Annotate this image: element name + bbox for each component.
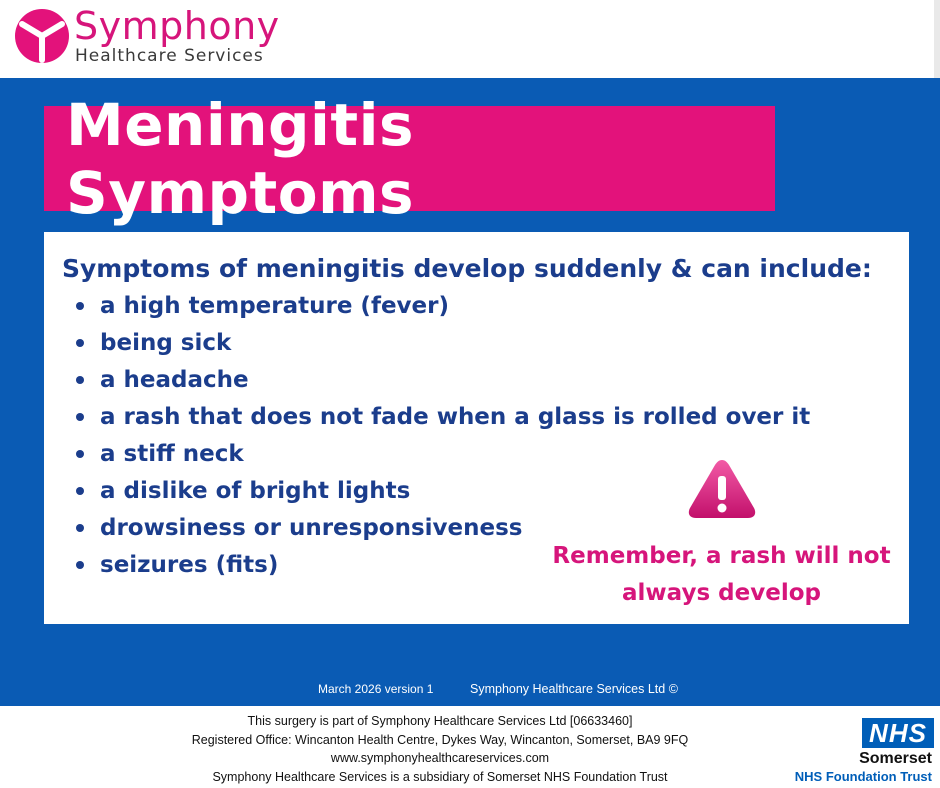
intro-text: Symptoms of meningitis develop suddenly & can include:: [62, 254, 872, 283]
symphony-logo-icon: [14, 8, 70, 64]
page-footer: [0, 706, 940, 788]
bullet-icon: [76, 524, 84, 532]
symptom-text: being sick: [100, 330, 232, 356]
page-title: Meningitis Symptoms: [66, 90, 415, 227]
list-item: [72, 401, 810, 438]
copyright-label: Symphony Healthcare Services Ltd ©: [470, 682, 678, 696]
bullet-icon: [76, 413, 84, 421]
symptom-text: a headache: [100, 367, 249, 393]
version-label: March 2026 version 1: [318, 682, 434, 696]
list-item: [72, 290, 810, 327]
nhs-trust-name: NHS Foundation Trust: [794, 769, 932, 784]
list-item: [72, 364, 810, 401]
symptom-text: a rash that does not fade when a glass is rolled over it: [100, 404, 811, 430]
footer-line-address: Registered Office: Wincanton Health Centre, Dykes Way, Wincanton, Somerset, BA9 9FQ: [191, 732, 689, 747]
bullet-icon: [76, 450, 84, 458]
brand-subtitle: Healthcare Services: [75, 46, 264, 66]
rash-reminder: [534, 538, 909, 612]
symptoms-card: [44, 232, 909, 624]
footer-text: [130, 712, 750, 786]
list-item: [72, 327, 810, 364]
edge-strip: [934, 0, 940, 78]
footer-line-website: www.symphonyhealthcareservices.com: [330, 751, 550, 765]
brand-name: Symphony: [74, 4, 280, 48]
nhs-org-name: Somerset: [859, 750, 932, 767]
symptom-text: a dislike of bright lights: [100, 478, 411, 504]
bullet-icon: [76, 376, 84, 384]
bullet-icon: [76, 487, 84, 495]
bullet-icon: [76, 302, 84, 310]
site-header: [0, 0, 940, 78]
bullet-icon: [76, 339, 84, 347]
reminder-line-1: Remember, a rash will not: [552, 543, 891, 569]
warning-triangle-icon: [686, 456, 758, 522]
symptom-text: seizures (fits): [100, 552, 279, 578]
symptom-text: drowsiness or unresponsiveness: [100, 515, 523, 541]
reminder-line-2: always develop: [622, 580, 821, 606]
symptom-text: a stiff neck: [100, 441, 244, 467]
title-banner: [44, 90, 775, 227]
nhs-logo-icon: NHS: [862, 718, 934, 748]
footer-line-subsidiary: Symphony Healthcare Services is a subsidiary of Somerset NHS Foundation Trust: [212, 769, 668, 784]
symptom-text: a high temperature (fever): [100, 293, 449, 319]
bullet-icon: [76, 561, 84, 569]
footer-line-company: This surgery is part of Symphony Healthcare Services Ltd [06633460]: [247, 714, 633, 728]
